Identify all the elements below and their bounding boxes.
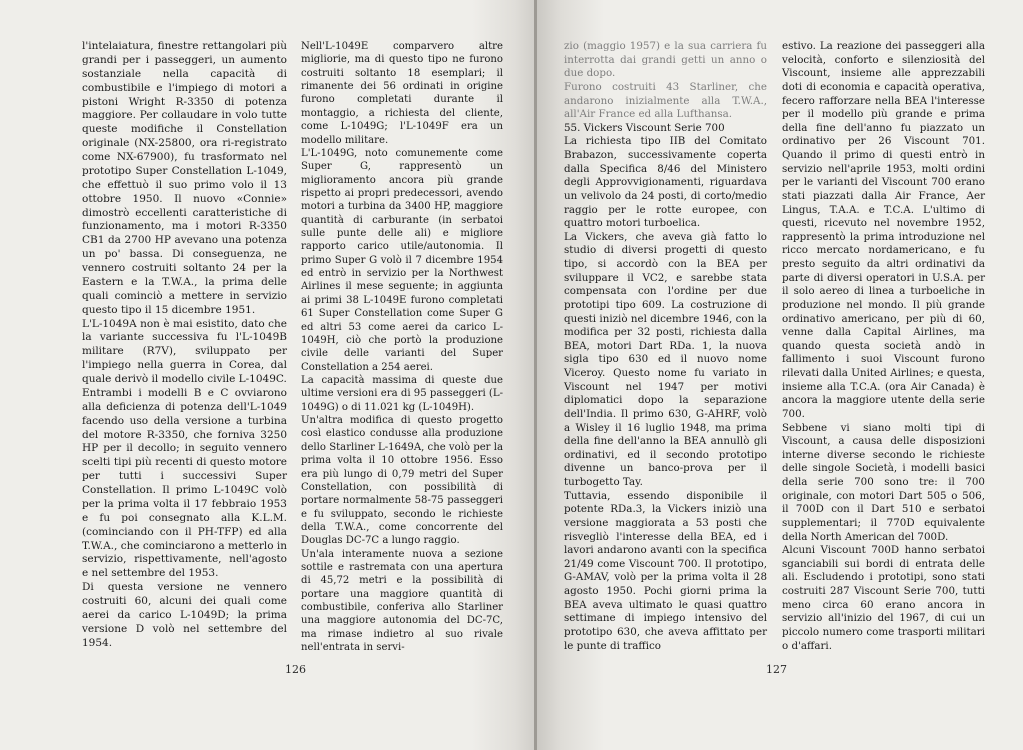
paragraph: La capacità massima di queste due ultime versioni era di 95 passeggeri (L-1049G) o di 11.021 kg (L-1049H). [301, 374, 503, 413]
page-number-left: 126 [285, 663, 306, 676]
left-page-column-2 [301, 40, 503, 655]
book-spine [534, 0, 537, 750]
paragraph: l'intelaiatura, finestre rettangolari più grandi per i passeggeri, un aumento sostanziale nella capacità di combustibile e l'impiego di motori a pistoni Wright R-3350 di potenza maggiore. Per collaudare in volo tutte queste modifiche il Constellation originale (NX-25800, ora ri-registrato come NX-67900), fu trasformato nel prototipo Super Constellation L-1049, che effettuò il suo primo volo il 13 ottobre 1950. Il nuovo «Connie» dimostrò eccellenti caratteristiche di funzionamento, ma i motori R-3350 CB1 da 2700 HP avevano una potenza un po' bassa. Di conseguenza, ne vennero costruiti soltanto 24 per la Eastern e la T.W.A., la prima delle quali cominciò a mettere in servizio questo tipo il 15 dicembre 1951. [82, 40, 287, 316]
paragraph: La richiesta tipo IIB del Comitato Brabazon, successivamente coperta dalla Specifica 8/46 del Ministero degli Approvvigionamenti, riguardava un velivolo da 24 posti, di corto/medio raggio per le rotte europee, con quattro motori turboelica. [564, 135, 767, 230]
right-page-column-2 [782, 40, 985, 653]
paragraph: L'L-1049G, noto comunemente come Super G, rappresentò un miglioramento ancora più grande rispetto ai propri predecessori, avendo motori a turbina da 3400 HP, maggiore quantità di carburante (in serbatoi sulle punte delle ali) e migliore rapporto carico utile/autonomia. Il primo Super G volò il 7 dicembre 1954 ed entrò in servizio per la Northwest Airlines il mese seguente; in aggiunta ai primi 38 L-1049E furono completati 61 Super Constellation come Super G ed altri 53 come aerei da carico L-1049H, ciò che portò la produzione civile delle varianti del Super Constellation a 254 aerei. [301, 147, 503, 373]
paragraph: La Vickers, che aveva già fatto lo studio di diversi progetti di questo tipo, si accordò con la BEA per sviluppare il VC2, e sarebbe stata compensata con l'ordine per due prototipi tipo 609. La costruzione di questi iniziò nel dicembre 1946, con la modifica per 32 posti, richiesta dalla BEA, motori Dart RDa. 1, la nuova sigla tipo 630 ed il nuovo nome Viceroy. Questo nome fu variato in Viscount nel 1947 per motivi diplomatici dopo la separazione dell'India. Il primo 630, G-AHRF, volò a Wisley il 16 luglio 1948, ma prima della fine dell'anno la BEA annullò gli ordinativi, ed il secondo prototipo divenne un banco-prova per il turbogetto Tay. [564, 230, 767, 488]
paragraph: Nell'L-1049E comparvero altre migliorie, ma di questo tipo ne furono costruiti soltanto 18 esemplari; il rimanente dei 56 ordinati in origine furono completati durante il montaggio, a richiesta del cliente, come L-1049G; l'L-1049F era un modello militare. [301, 41, 503, 146]
paragraph: Sebbene vi siano molti tipi di Viscount, a causa delle disposizioni interne diverse secondo le richieste delle singole Società, i modelli basici della serie 700 sono tre: il 700 originale, con motori Dart 505 o 506, il 700D con il Dart 510 e serbatoi supplementari; il 770D equivalente della North American del 700D. [782, 421, 985, 543]
paragraph: zio (maggio 1957) e la sua carriera fu interrotta dai grandi getti un anno o due dopo. [564, 40, 767, 80]
paragraph: Entrambi i modelli B e C ovviarono alla deficienza di potenza dell'L-1049 facendo uso della versione a turbina del motore R-3350, che forniva 3250 HP per il decollo; in seguito vennero scelti tipi più recenti di questo motore per tutti i successivi Super Constellation. Il primo L-1049C volò per la prima volta il 17 febbraio 1953 e fu poi consegnato alla K.L.M. (cominciando con il PH-TFP) ed alla T.W.A., che cominciarono a metterlo in servizio, rispettivamente, nell'agosto e nel settembre del 1953. [82, 386, 288, 580]
paragraph: estivo. La reazione dei passeggeri alla velocità, conforto e silenziosità del Viscount, insieme alle apprezzabili doti di economia e capacità operativa, fecero rafforzare nella BEA l'interesse per il modello più grande e prima della fine dell'anno fu piazzato un ordinativo per 26 Viscount 701. Quando il primo di questi entrò in servizio nell'aprile 1953, molti ordini per le varianti del Viscount 700 erano stati piazzati dalla Air France, Aer Lingus, T.A.A. e T.C.A. L'ultimo di questi, ricevuto nel novembre 1952, rappresentò la prima introduzione nel ricco mercato nordamericano, e fu presto seguito da altri ordinativi da parte di diversi operatori in U.S.A. per il solo aereo di linea a turboeliche in produzione nel mondo. Il più grande ordinativo americano, per più di 60, venne dalla Capital Airlines, ma quando questa società andò in fallimento i suoi Viscount furono rilevati dalla United Airlines; e questa, insieme alla T.C.A. (ora Air Canada) è ancora la maggiore utente della serie 700. [782, 40, 985, 420]
paragraph: Furono costruiti 43 Starliner, che andarono inizialmente alla T.W.A., all'Air France ed alla Lufthansa. [564, 80, 767, 121]
paragraph: Di questa versione ne vennero costruiti 60, alcuni dei quali come aerei da carico L-1049D; la prima versione D volò nel settembre del 1954. [82, 581, 287, 649]
right-page-column-1 [564, 40, 767, 653]
paragraph: Tuttavia, essendo disponibile il potente RDa.3, la Vickers iniziò una versione maggiorata a 53 posti che risvegliò l'interesse della BEA, ed i lavori andarono avanti con la specifica 21/49 come Viscount 700. Il prototipo, G-AMAV, volò per la prima volta il 28 agosto 1950. Pochi giorni prima la BEA aveva ultimato le quasi quattro settimane di impiego intensivo del prototipo 630, che aveva affittato per le punte di traffico [564, 489, 767, 652]
page-number-right: 127 [766, 663, 787, 676]
paragraph: Un'ala interamente nuova a sezione sottile e rastremata con una apertura di 45,72 metri e la possibilità di portare una maggiore quantità di combustibile, conferiva allo Starliner una maggiore autonomia del DC-7C, ma rimase indietro al suo rivale nell'entrata in servi- [301, 548, 503, 654]
right-page [536, 0, 1023, 750]
section-heading: 55. Vickers Viscount Serie 700 [564, 121, 725, 134]
paragraph: L'L-1049A non è mai esistito, dato che la variante successiva fu l'L-1049B militare (R7V), sviluppato per l'impiego nella guerra in Corea, dal quale derivò il modello civile L-1049C. [82, 317, 287, 385]
left-page-column-1 [82, 40, 287, 651]
paragraph: Alcuni Viscount 700D hanno serbatoi sganciabili sui bordi di entrata delle ali. Escludendo i prototipi, sono stati costruiti 287 Viscount Serie 700, tutti meno circa 60 erano ancora in servizio all'inizio del 1967, di cui un piccolo numero come trasporti militari o d'affari. [782, 544, 985, 652]
paragraph: Un'altra modifica di questo progetto così elastico condusse alla produzione dello Starliner L-1649A, che volò per la prima volta il 10 ottobre 1956. Esso era più lungo di 0,79 metri del Super Constellation, con possibilità di portare normalmente 58-75 passeggeri e fu sviluppato, secondo le richieste della T.W.A., come concorrente del Douglas DC-7C a lungo raggio. [301, 415, 503, 547]
